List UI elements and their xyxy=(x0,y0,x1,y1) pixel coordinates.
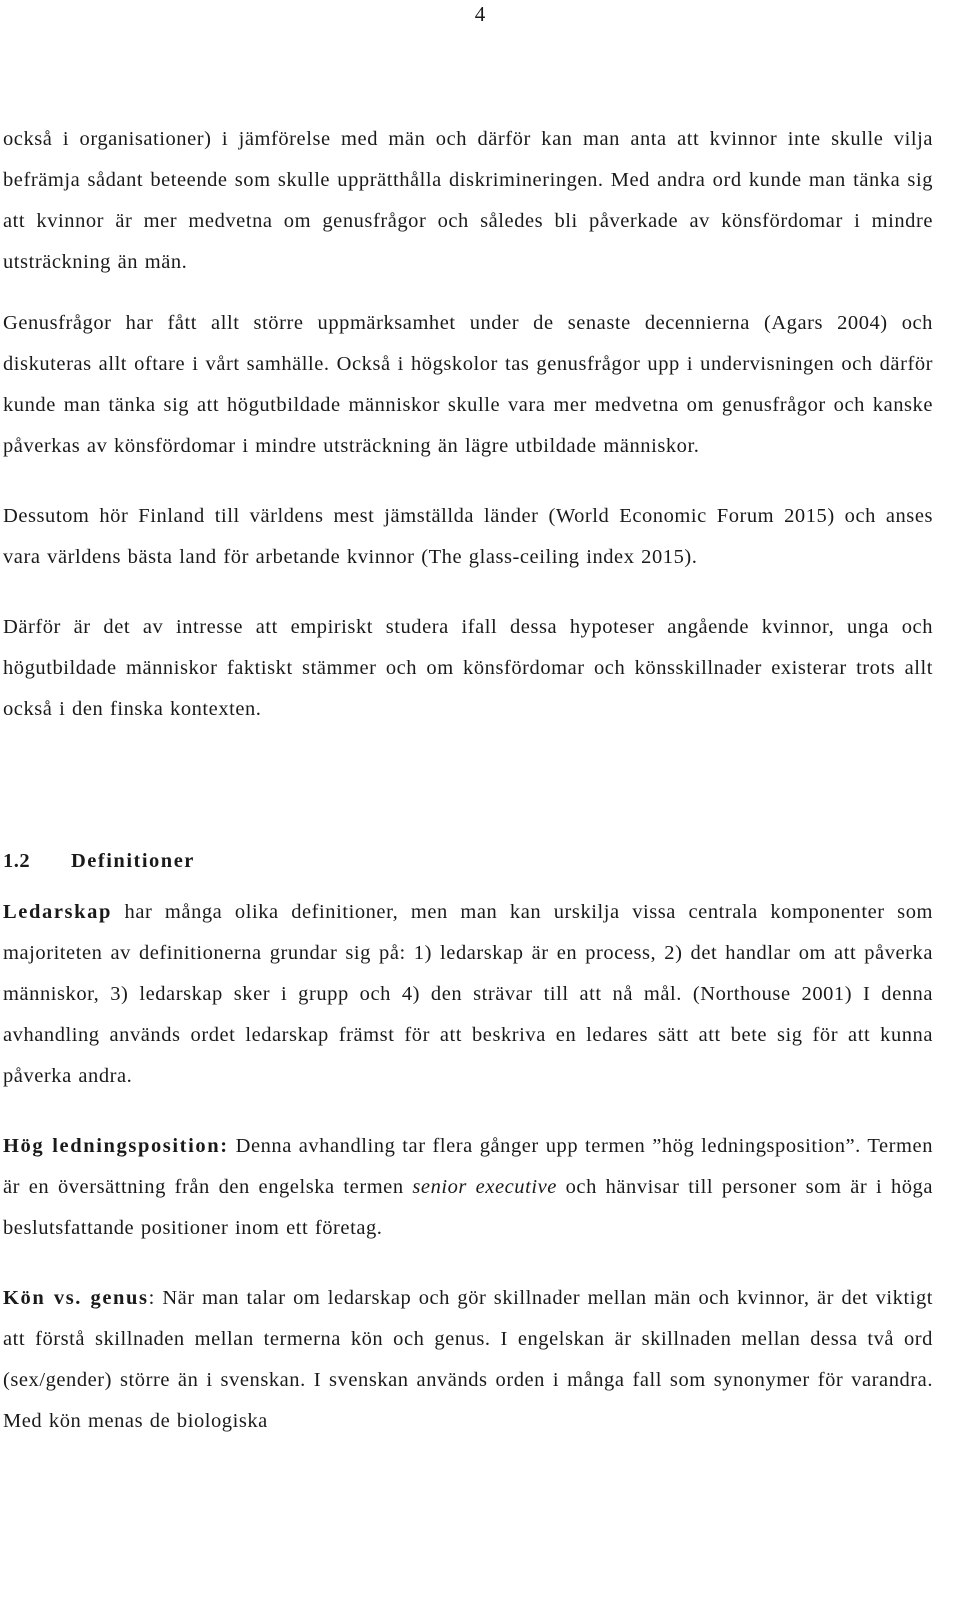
definition-text: : När man talar om ledarskap och gör skillnader mellan män och kvinnor, är det viktigt att förstå skillnaden mellan termerna kön och genus. I engelskan är skillnaden mellan dessa två ord (sex/gender) större än i svenskan. I svenskan används orden i många fall som synonymer för varandra. Med kön menas de biologiska xyxy=(3,1287,933,1432)
definition-ledarskap xyxy=(3,892,933,1097)
paragraph-1: också i organisationer) i jämförelse med män och därför kan man anta att kvinnor inte skulle vilja befrämja sådant beteende som skulle upprätthålla diskrimineringen. Med andra ord kunde man tänka sig att kvinnor är mer medvetna om genusfrågor och således bli påverkade av könsfördomar i mindre utsträckning än män. xyxy=(3,128,933,273)
definition-text: har många olika definitioner, men man kan urskilja vissa centrala komponenter som majoriteten av definitionerna grundar sig på: 1) ledarskap är en process, 2) det handlar om att påverka människor, 3) ledarskap sker i grupp och 4) den strävar till att nå mål. (Northouse 2001) I denna avhandling används ordet ledarskap främst för att beskriva en ledares sätt att bete sig för att kunna påverka andra. xyxy=(3,901,933,1087)
paragraph-3: Dessutom hör Finland till världens mest jämställda länder (World Economic Forum 2015) och anses vara världens bästa land för arbetande kvinnor (The glass-ceiling index 2015). xyxy=(3,505,933,568)
definition-term: Ledarskap xyxy=(3,901,112,923)
page-number: 4 xyxy=(474,2,486,26)
section-number: 1.2 xyxy=(3,850,31,872)
definition-hog-ledningsposition xyxy=(3,1126,933,1249)
definition-kon-vs-genus xyxy=(3,1278,933,1442)
definition-text: Denna avhandling tar flera gånger upp termen ”hög ledningsposition”. Termen är en översättning från den engelska termen xyxy=(3,1135,933,1198)
definition-term: Hög ledningsposition: xyxy=(3,1135,229,1157)
definition-italic-term: senior executive xyxy=(412,1176,557,1198)
paragraph-4: Därför är det av intresse att empiriskt studera ifall dessa hypoteser angående kvinnor, unga och högutbildade människor faktiskt stämmer och om könsfördomar och könsskillnader existerar trots allt också i den finska kontexten. xyxy=(3,616,933,720)
section-heading xyxy=(3,842,933,880)
section-title: Definitioner xyxy=(71,850,195,872)
paragraph-2: Genusfrågor har fått allt större uppmärksamhet under de senaste decennierna (Agars 2004) och diskuteras allt oftare i vårt samhälle. Också i högskolor tas genusfrågor upp i undervisningen och därför kunde man tänka sig att högutbildade människor skulle vara mer medvetna om genusfrågor och kanske påverkas av könsfördomar i mindre utsträckning än lägre utbildade människor. xyxy=(3,312,933,457)
document-body xyxy=(3,119,933,1471)
definition-text: och hänvisar till personer som är i höga beslutsfattande positioner inom ett företag. xyxy=(3,1176,933,1239)
definition-term: Kön vs. genus xyxy=(3,1287,149,1309)
